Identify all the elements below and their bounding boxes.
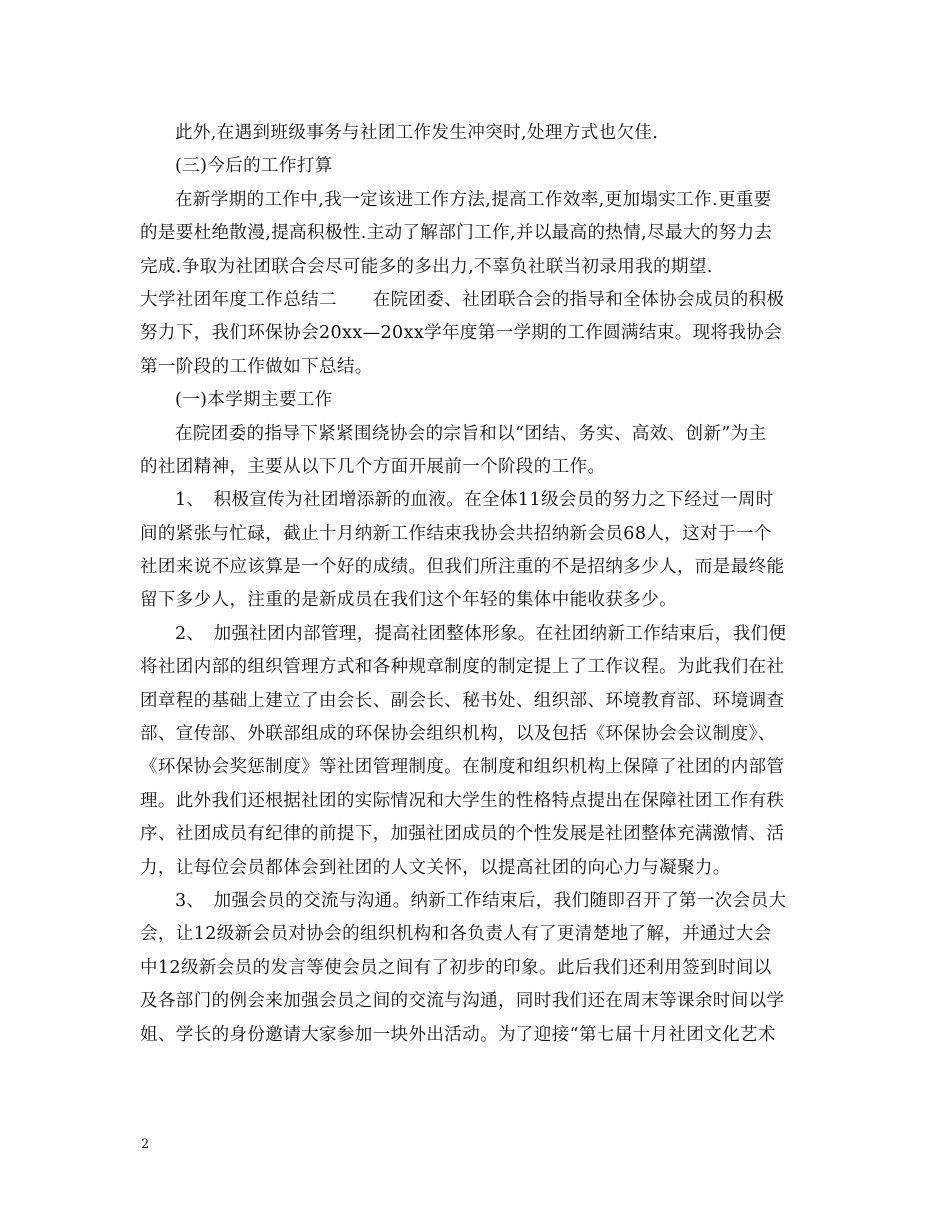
- text-line: 将社团内部的组织管理方式和各种规章制度的制定提上了工作议程。为此我们在社: [140, 657, 785, 678]
- text-line: 间的紧张与忙碌，截止十月纳新工作结束我协会共招纳新会员68人，这对于一个: [140, 523, 772, 544]
- text-line: 序、社团成员有纪律的前提下，加强社团成员的个性发展是社团整体充满激情、活: [140, 824, 785, 845]
- text-line: 在新学期的工作中,我一定该进工作方法,提高工作效率,更加塌实工作.更重要: [175, 189, 772, 210]
- text-line: 理。此外我们还根据社团的实际情况和大学生的性格特点提出在保障社团工作有秩: [140, 790, 785, 811]
- text-line: 中12级新会员的发言等使会员之间有了初步的印象。此后我们还利用签到时间以: [140, 957, 772, 978]
- text-line: 努力下，我们环保协会20xx—20xx学年度第一学期的工作圆满结束。现将我协会: [140, 323, 783, 344]
- text-line: 完成.争取为社团联合会尽可能多的多出力,不辜负社联当初录用我的期望.: [140, 256, 713, 277]
- page-number: 2: [141, 1137, 150, 1152]
- text-line: 的社团精神，主要从以下几个方面开展前一个阶段的工作。: [140, 456, 606, 477]
- body-text: [140, 117, 812, 1052]
- text-line: (三)今后的工作打算: [175, 156, 333, 177]
- text-line: 大学社团年度工作总结二 在院团委、社团联合会的指导和全体协会成员的积极: [140, 289, 785, 310]
- text-line: 3、 加强会员的交流与沟通。纳新工作结束后，我们随即召开了第一次会员大: [175, 890, 787, 911]
- text-line: (一)本学期主要工作: [175, 390, 333, 411]
- text-line: 社团来说不应该算是一个好的成绩。但我们所注重的不是招纳多少人，而是最终能: [140, 557, 785, 578]
- text-line: 在院团委的指导下紧紧围绕协会的宗旨和以“团结、务实、高效、创新”为主: [175, 423, 767, 444]
- text-line: 第一阶段的工作做如下总结。: [140, 356, 373, 377]
- text-line: 留下多少人，注重的是新成员在我们这个年轻的集体中能收获多少。: [140, 590, 677, 611]
- text-line: 2、 加强社团内部管理，提高社团整体形象。在社团纳新工作结束后，我们便: [175, 623, 787, 644]
- text-line: 团章程的基础上建立了由会长、副会长、秘书处、组织部、环境教育部、环境调查: [140, 690, 785, 711]
- text-line: 的是要杜绝散漫,提高积极性.主动了解部门工作,并以最高的热情,尽最大的努力去: [140, 223, 773, 244]
- text-line: 及各部门的例会来加强会员之间的交流与沟通，同时我们还在周末等课余时间以学: [140, 991, 785, 1012]
- text-line: 部、宣传部、外联部组成的环保协会组织机构，以及包括《环保协会会议制度》、: [140, 724, 776, 745]
- text-line: 力，让每位会员都体会到社团的人文关怀，以提高社团的向心力与凝聚力。: [140, 857, 731, 878]
- text-line: 会，让12级新会员对协会的组织机构和各负责人有了更清楚地了解，并通过大会: [140, 924, 772, 945]
- text-line: 姐、学长的身份邀请大家参加一块外出活动。为了迎接“第七届十月社团文化艺术: [140, 1024, 776, 1045]
- text-line: 1、 积极宣传为社团增添新的血液。在全体11级会员的努力之下经过一周时: [175, 490, 774, 511]
- text-line: 此外,在遇到班级事务与社团工作发生冲突时,处理方式也欠佳.: [175, 123, 659, 143]
- text-line: 《环保协会奖惩制度》等社团管理制度。在制度和组织机构上保障了社团的内部管: [140, 757, 785, 778]
